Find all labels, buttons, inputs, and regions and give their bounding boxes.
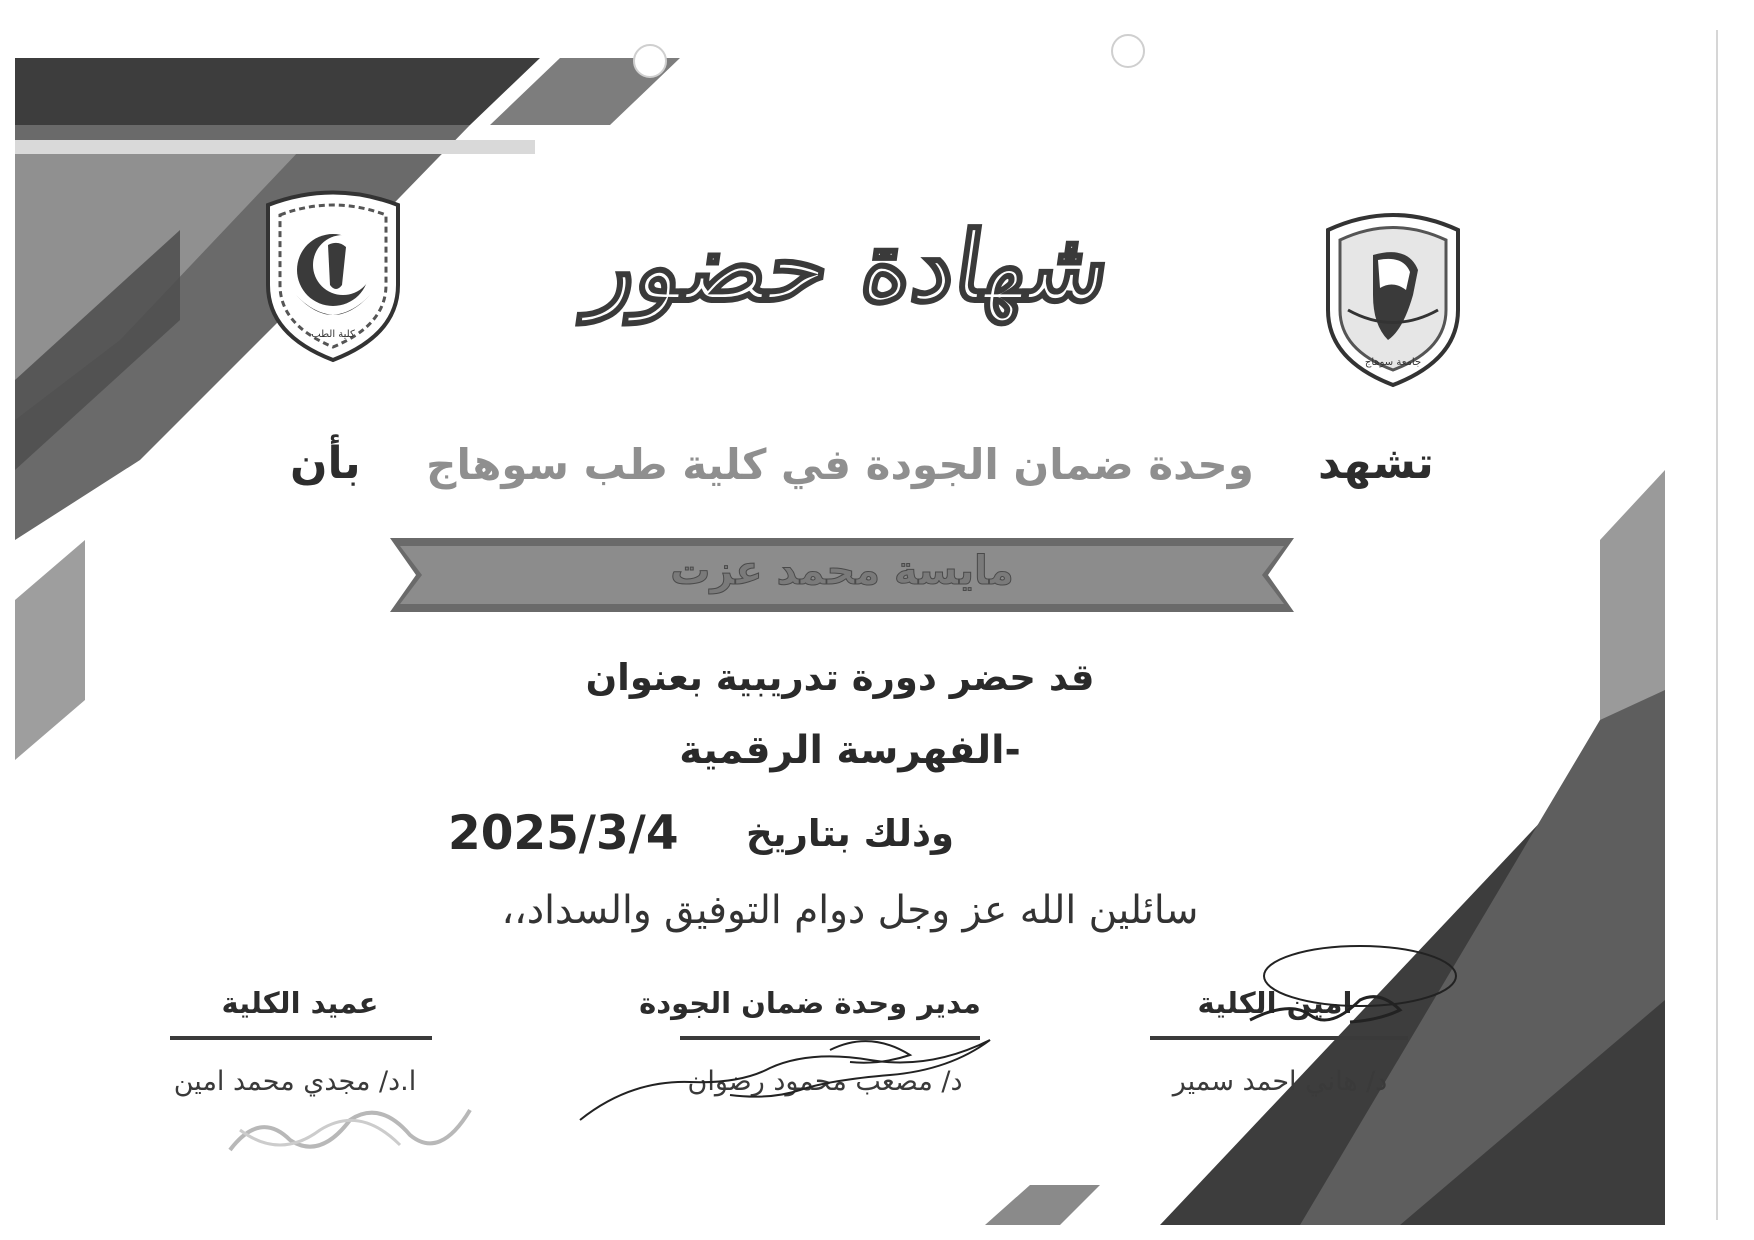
signature-title-dean: عميد الكلية bbox=[221, 986, 379, 1020]
certificate-title: شهادة حضور bbox=[582, 210, 1118, 323]
scan-edge-line bbox=[1716, 30, 1718, 1220]
handwritten-signature-secretary bbox=[1230, 940, 1460, 1050]
top-scan-streak bbox=[15, 140, 535, 154]
faculty-of-medicine-emblem-icon bbox=[258, 185, 408, 365]
faded-stamp-signature-dean bbox=[220, 1090, 480, 1170]
signature-name-dean: ا.د/ مجدي محمد امين bbox=[173, 1066, 417, 1097]
signature-name-college-secretary: د/ هاني احمد سمير bbox=[1172, 1066, 1388, 1097]
course-title: -الفهرسة الرقمية bbox=[679, 728, 1021, 773]
svg-text:كلية الطب: كلية الطب bbox=[311, 329, 355, 340]
left-mid-stripe bbox=[15, 540, 85, 760]
closing-prayer: سائلين الله عز وجل دوام التوفيق والسداد،، bbox=[501, 888, 1199, 933]
signature-title-quality-director: مدير وحدة ضمان الجودة bbox=[639, 986, 981, 1020]
attended-line: قد حضر دورة تدريبية بعنوان bbox=[585, 656, 1095, 699]
svg-text:جامعة سوهاج: جامعة سوهاج bbox=[1364, 357, 1422, 368]
date-label: وذلك بتاريخ bbox=[746, 812, 954, 855]
handwritten-signature-quality-director bbox=[570, 1020, 1050, 1130]
issuer-name: وحدة ضمان الجودة في كلية طب سوهاج bbox=[426, 440, 1254, 489]
top-left-dark-band bbox=[15, 58, 540, 125]
bottom-small-stripe bbox=[985, 1185, 1100, 1225]
punch-hole-left bbox=[633, 44, 667, 78]
punch-hole-right bbox=[1111, 34, 1145, 68]
signature-name-quality-director: د/ مصعب محمود رضوان bbox=[687, 1066, 963, 1097]
signature-rule-dean bbox=[170, 1036, 432, 1040]
witness-word: تشهد bbox=[1318, 438, 1434, 489]
recipient-name: مايسة محمد عزت bbox=[670, 548, 1014, 594]
that-word: بأن bbox=[290, 438, 361, 489]
sohag-university-emblem-icon bbox=[1318, 200, 1468, 390]
signature-title-college-secretary: امين الكلية bbox=[1197, 986, 1353, 1020]
date-value: 2025/3/4 bbox=[448, 806, 679, 861]
